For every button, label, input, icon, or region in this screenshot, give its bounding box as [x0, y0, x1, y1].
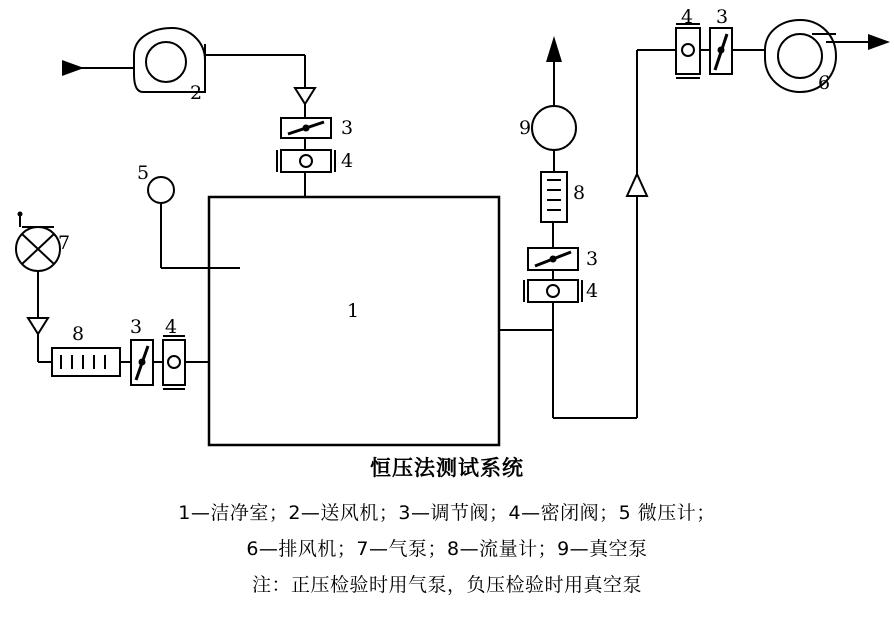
label-supply-fan: 2	[190, 82, 203, 104]
supply-flow-arrow	[295, 88, 315, 104]
label-flowmeter-right: 8	[573, 182, 586, 204]
seal-valve-left-handle	[168, 356, 180, 368]
label-valve-left: 3	[130, 316, 143, 338]
label-valve-topright: 3	[716, 6, 729, 28]
legend-line-1: 1—洁净室；2—送风机；3—调节阀；4—密闭阀；5 微压计；	[178, 502, 716, 524]
seal-valve-topright-handle	[682, 44, 694, 56]
label-seal-valve-topright: 4	[681, 6, 694, 28]
supply-fan-impeller	[146, 42, 186, 82]
flowmeter-left-body	[52, 348, 120, 376]
vacuum-pump-outlet-arrow	[546, 36, 562, 62]
supply-air-inlet-arrow	[62, 60, 84, 76]
label-exhaust-fan: 6	[818, 72, 831, 94]
label-vacuum-pump: 9	[519, 117, 532, 139]
label-seal-valve-left: 4	[165, 316, 178, 338]
seal-valve-right-handle	[547, 285, 559, 297]
label-micromanometer: 5	[137, 162, 150, 184]
exhaust-outlet-arrow	[868, 34, 890, 50]
seal-valve-top-handle	[300, 155, 312, 167]
micromanometer-gauge	[148, 177, 174, 203]
legend-line-2: 6—排风机；7—气泵；8—流量计；9—真空泵	[246, 538, 648, 560]
vacuum-pump-body	[532, 106, 576, 150]
air-pump-flow-arrow	[28, 318, 48, 334]
label-flowmeter-left: 8	[72, 323, 85, 345]
label-seal-valve-top: 4	[341, 150, 354, 172]
exhaust-flow-arrow	[627, 174, 647, 196]
label-valve-right: 3	[586, 248, 599, 270]
legend-note: 注：正压检验时用气泵，负压检验时用真空泵	[251, 574, 642, 596]
diagram-title: 恒压法测试系统	[370, 456, 524, 480]
label-valve-top: 3	[341, 117, 354, 139]
label-cleanroom: 1	[347, 300, 360, 322]
label-seal-valve-right: 4	[586, 280, 599, 302]
label-air-pump: 7	[58, 232, 71, 254]
